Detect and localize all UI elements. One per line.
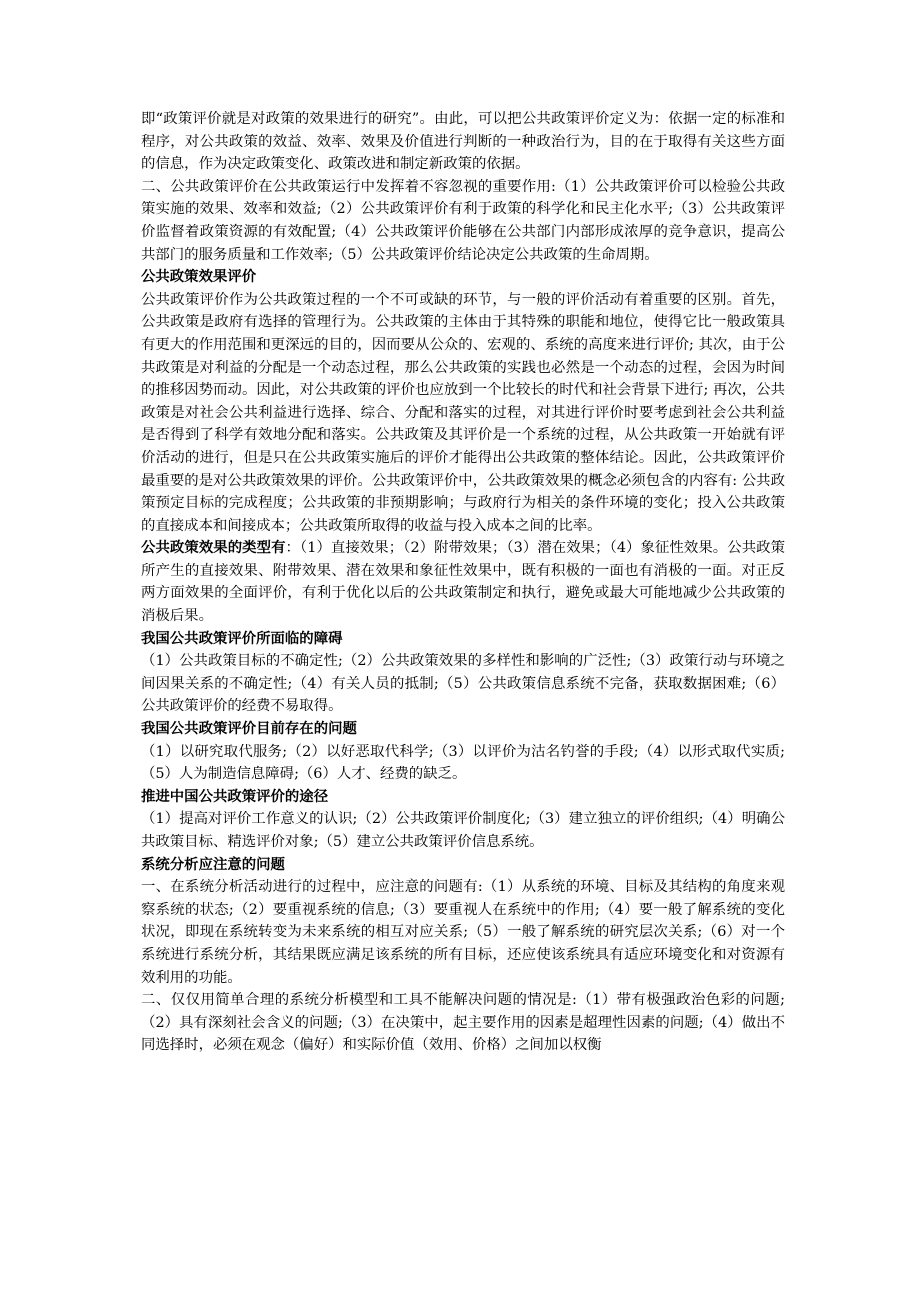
- paragraph-policy-evaluation-definition: 即“政策评价就是对政策的效果进行的研究”。由此，可以把公共政策评价定义为：依据一定的标准和程序，对公共政策的效益、效率、效果及价值进行判断的一种政治行为，目的在于取得有关这些方面的信息，作为决定政策变化、政策改进和制定新政策的依据。: [141, 111, 785, 173]
- document-body: [141, 108, 785, 1057]
- paragraph-existing-problems: （1）以研究取代服务;（2）以好恶取代科学;（3）以评价为沽名钓誉的手段;（4）以形式取代实质;（5）人为制造信息障碍;（6）人才、经费的缺乏。: [141, 743, 785, 783]
- paragraph-evaluation-roles: 二、公共政策评价在公共政策运行中发挥着不容忽视的重要作用:（1）公共政策评价可以检验公共政策实施的效果、效率和效益;（2）公共政策评价有利于政策的科学化和民主化水平;（3）公共政策评价监督着政策资源的有效配置;（4）公共政策评价能够在公共部门内部形成浓厚的竞争意识，提高公共部门的服务质量和工作效率;（5）公共政策评价结论决定公共政策的生命周期。: [141, 178, 785, 263]
- paragraph-policy-effect-evaluation: 公共政策评价作为公共政策过程的一个不可或缺的环节，与一般的评价活动有着重要的区别。首先，公共政策是政府有选择的管理行为。公共政策的主体由于其特殊的职能和地位，使得它比一般政策具有更大的作用范围和更深远的目的，因而要从公众的、宏观的、系统的高度来进行评价; 其次，由于公共政策是对利益的分配是一个动态过程，那么公共政策的实践也必然是一个动态的过程，会因为时间的推移因势而动。因此，对公共政策的评价也应放到一个比较长的时代和社会背景下进行; 再次，公共政策是对社会公共利益进行选择、综合、分配和落实的过程，对其进行评价时要考虑到社会公共利益是否得到了科学有效地分配和落实。公共政策及其评价是一个系统的过程，从公共政策一开始就有评价活动的进行，但是只在公共政策实施后的评价才能得出公共政策的整体结论。因此，公共政策评价最重要的是对公共政策效果的评价。公共政策评价中，公共政策效果的概念必须包含的内容有: 公共政策预定目标的完成程度；公共政策的非预期影响；与政府行为相关的条件环境的变化；投入公共政策的直接成本和间接成本；公共政策所取得的收益与投入成本之间的比率。: [141, 291, 785, 534]
- heading-evaluation-obstacles: 我国公共政策评价所面临的障碍: [141, 629, 343, 647]
- heading-policy-effect-evaluation: 公共政策效果评价: [141, 268, 257, 286]
- heading-improvement-paths: 推进中国公共政策评价的途径: [141, 787, 329, 805]
- paragraph-system-analysis-issues: 一、在系统分析活动进行的过程中，应注意的问题有:（1）从系统的环境、目标及其结构的角度来观察系统的状态;（2）要重视系统的信息;（3）要重视人在系统中的作用;（4）要一般了解系统的变化状况，即现在系统转变为未来系统的相互对应关系;（5）一般了解系统的研究层次关系;（6）对一个系统进行系统分析，其结果既应满足该系统的所有目标，还应使该系统具有适应环境变化和对资源有效利用的功能。: [141, 879, 785, 986]
- effect-types-text: ：（1）直接效果；（2）附带效果；（3）潜在效果；（4）象征性效果。公共政策所产生的直接效果、附带效果、潜在效果和象征性效果中，既有积极的一面也有消极的一面。对正反两方面效果的全面评价，有利于优化以后的公共政策制定和执行，避免或最大可能地减少公共政策的消极后果。: [141, 540, 785, 625]
- paragraph-improvement-paths: （1）提高对评价工作意义的认识;（2）公共政策评价制度化;（3）建立独立的评价组织;（4）明确公共政策目标、精选评价对象;（5）建立公共政策评价信息系统。: [141, 811, 785, 850]
- paragraph-model-limitations: 二、仅仅用简单合理的系统分析模型和工具不能解决问题的情况是:（1）带有极强政治色彩的问题;（2）具有深刻社会含义的问题;（3）在决策中，起主要作用的因素是超理性因素的问题;（4）做出不同选择时，必须在观念（偏好）和实际价值（效用、价格）之间加以权衡: [141, 992, 785, 1054]
- heading-existing-problems: 我国公共政策评价目前存在的问题: [141, 720, 357, 738]
- effect-types-lead: 公共政策效果的类型有: [141, 539, 286, 557]
- paragraph-evaluation-obstacles: （1）公共政策目标的不确定性;（2）公共政策效果的多样性和影响的广泛性;（3）政策行动与环境之间因果关系的不确定性;（4）有关人员的抵制;（5）公共政策信息系统不完备，获取数据困难;（6）公共政策评价的经费不易取得。: [141, 653, 785, 715]
- heading-system-analysis-issues: 系统分析应注意的问题: [141, 855, 285, 873]
- paragraph-effect-types: [141, 537, 785, 627]
